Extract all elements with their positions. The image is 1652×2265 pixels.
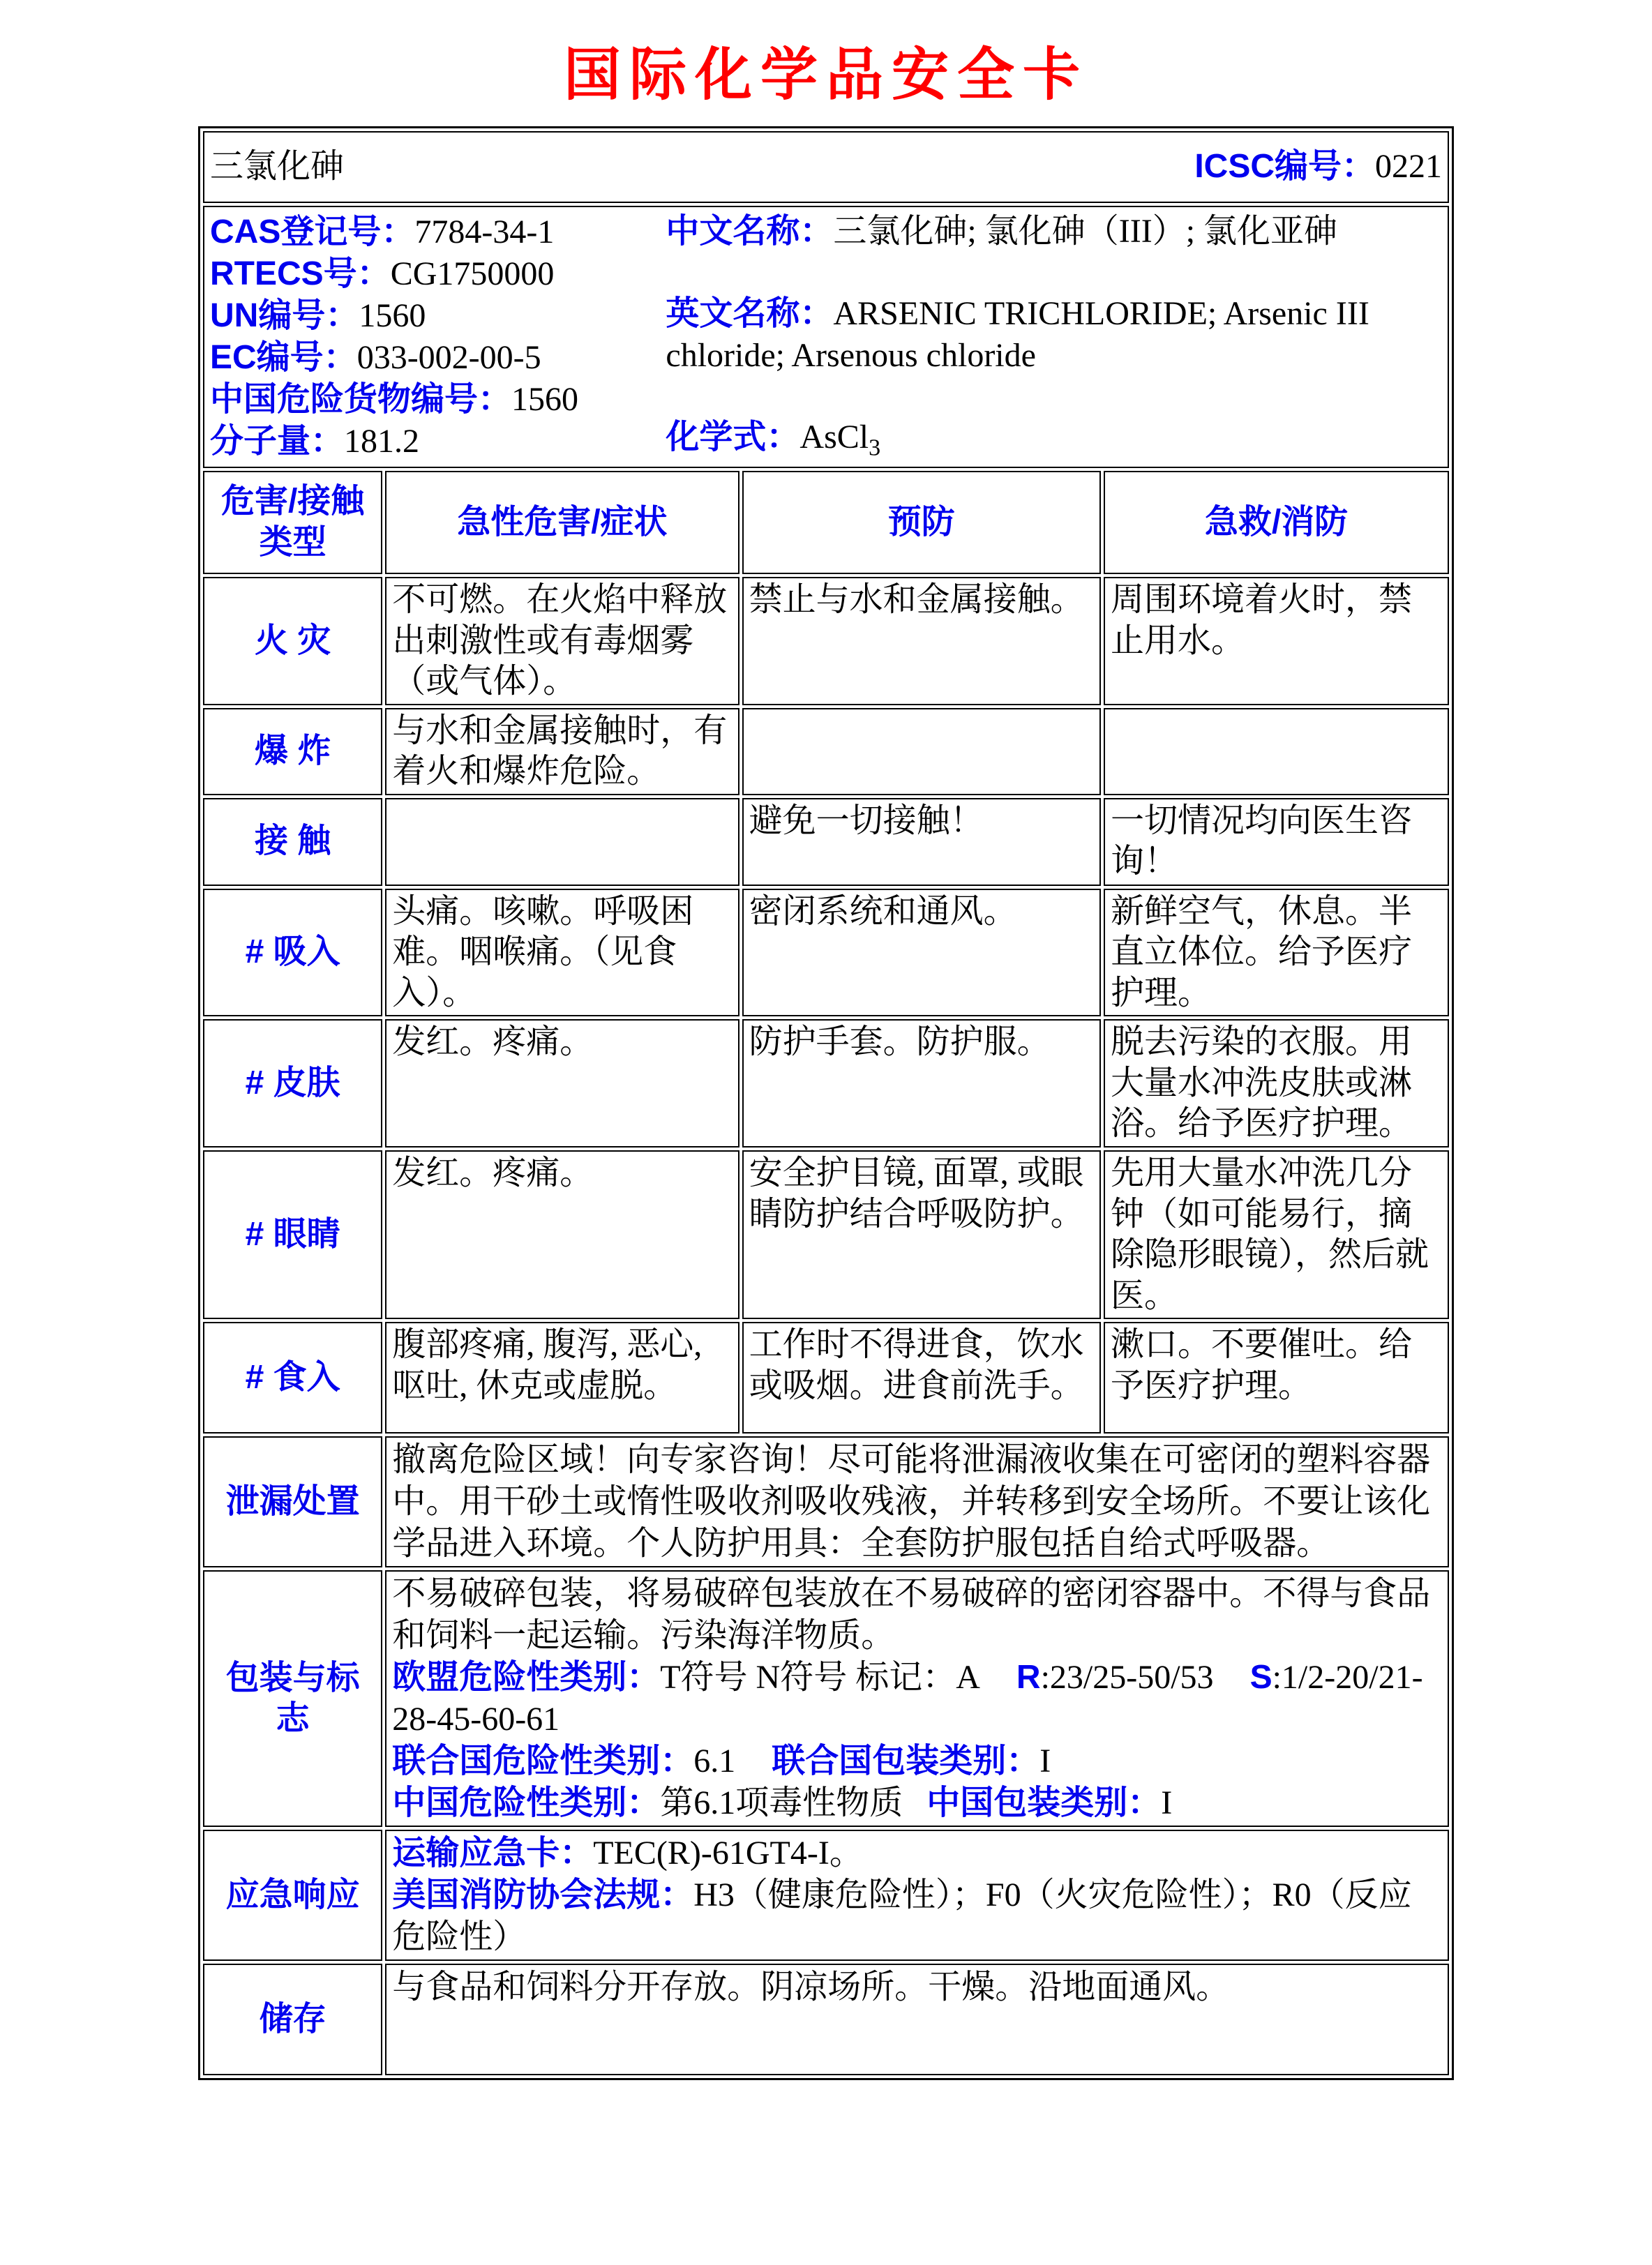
china-dg-number-label: 中国危险货物编号： xyxy=(210,381,512,418)
ec-number-label: EC编号： xyxy=(210,339,357,376)
row-label-spill-disposal: 泄漏处置 xyxy=(203,1436,382,1567)
table-row-packaging-labelling xyxy=(203,1570,1449,1827)
table-row-inhalation xyxy=(203,889,1449,1017)
cn-packing-group-value: I xyxy=(1161,1784,1173,1822)
eyes-prevention: 安全护目镜, 面罩, 或眼睛防护结合呼吸防护。 xyxy=(742,1150,1101,1319)
s-phrases-label: S xyxy=(1249,1659,1272,1696)
fire-symptoms: 不可燃。在火焰中释放出刺激性或有毒烟雾（或气体）。 xyxy=(385,577,739,705)
nfpa-code-line xyxy=(392,1874,1442,1958)
ec-number-line xyxy=(210,337,666,379)
explosion-symptoms: 与水和金属接触时，有着火和爆炸危险。 xyxy=(385,708,739,795)
nfpa-code-label: 美国消防协会法规： xyxy=(392,1876,694,1914)
hazard-header-row xyxy=(203,471,1449,574)
skin-prevention: 防护手套。防护服。 xyxy=(742,1019,1101,1147)
icsc-number-label: ICSC编号： xyxy=(1194,148,1375,186)
table-row-skin xyxy=(203,1019,1449,1147)
header-symptoms: 急性危害/症状 xyxy=(385,471,739,574)
s-phrases-value: :1/2-20/21-28-45-60-61 xyxy=(392,1659,1423,1738)
row-label-skin: # 皮肤 xyxy=(203,1019,382,1147)
formula-subscript: 3 xyxy=(869,435,881,461)
eyes-response: 先用大量水冲洗几分钟（如可能易行，摘除隐形眼镜），然后就医。 xyxy=(1104,1150,1449,1319)
china-dg-number-line xyxy=(210,379,666,421)
icsc-number xyxy=(1194,146,1442,188)
header-hazard-type-line1: 危害/接触 xyxy=(220,483,365,520)
inhalation-symptoms: 头痛。咳嗽。呼吸困难。咽喉痛。（见食入）。 xyxy=(385,889,739,1017)
eu-classification-value: T符号 N符号 标记：A xyxy=(660,1659,980,1696)
chinese-name-line xyxy=(666,211,1442,253)
identification-left-column xyxy=(210,209,666,465)
table-row-spill-disposal xyxy=(203,1436,1449,1567)
page-title: 国际化学品安全卡 xyxy=(563,43,1088,107)
packaging-text: 不易破碎包装，将易破碎包装放在不易破碎的密闭容器中。不得与食品和饲料一起运输。污染海洋物质。 xyxy=(392,1575,1431,1655)
fire-response: 周围环境着火时，禁止用水。 xyxy=(1104,577,1449,705)
chinese-name-label: 中文名称： xyxy=(666,213,834,250)
cn-hazard-class-value: 第6.1项毒性物质 xyxy=(660,1784,903,1822)
emergency-response-cell xyxy=(385,1830,1449,1961)
transport-emergency-card-line xyxy=(392,1833,1442,1874)
china-dg-number-value: 1560 xyxy=(511,381,579,418)
icsc-number-value: 0221 xyxy=(1375,148,1442,186)
packaging-labelling-cell xyxy=(385,1570,1449,1827)
header-prevention: 预防 xyxy=(742,471,1101,574)
chemical-name: 三氯化砷 xyxy=(210,148,345,186)
r-phrases-label: R xyxy=(1016,1659,1041,1696)
ec-number-value: 033-002-00-5 xyxy=(356,339,541,376)
icsc-document-page xyxy=(0,29,1652,2080)
nfpa-code-value: H3（健康危险性）；F0（火灾危险性）；R0（反应危险性） xyxy=(392,1876,1412,1956)
row-label-eyes: # 眼睛 xyxy=(203,1150,382,1319)
table-row-fire xyxy=(203,577,1449,705)
un-number-value: 1560 xyxy=(359,297,426,334)
un-classification-line xyxy=(392,1740,1442,1782)
un-hazard-class-value: 6.1 xyxy=(693,1743,736,1780)
exposure-response: 一切情况均向医生咨询！ xyxy=(1104,798,1449,886)
english-name-label: 英文名称： xyxy=(666,294,834,332)
table-row-exposure xyxy=(203,798,1449,886)
header-hazard-type xyxy=(203,471,382,574)
un-packing-group-label: 联合国包装类别： xyxy=(772,1743,1040,1780)
spill-disposal-cell xyxy=(385,1436,1449,1567)
table-row-explosion xyxy=(203,708,1449,795)
transport-emergency-card-label: 运输应急卡： xyxy=(392,1835,594,1872)
row-label-storage: 储存 xyxy=(203,1964,382,2075)
cas-number-value: 7784-34-1 xyxy=(414,213,555,250)
skin-response: 脱去污染的衣服。用大量水冲洗皮肤或淋浴。给予医疗护理。 xyxy=(1104,1019,1449,1147)
transport-emergency-card-value: TEC(R)-61GT4-I。 xyxy=(593,1835,863,1872)
row-label-exposure: 接 触 xyxy=(203,798,382,886)
spill-disposal-text: 撤离危险区域！向专家咨询！尽可能将泄漏液收集在可密闭的塑料容器中。用干砂土或惰性吸收剂吸收残液，并转移到安全场所。不要让该化学品进入环境。个人防护用具：全套防护服包括自给式呼吸器。 xyxy=(392,1441,1431,1563)
header-hazard-type-line2: 类型 xyxy=(259,524,326,561)
name-row xyxy=(203,131,1449,203)
inhalation-response: 新鲜空气，休息。半直立体位。给予医疗护理。 xyxy=(1104,889,1449,1017)
rtecs-number-label: RTECS号： xyxy=(210,255,391,292)
fire-prevention: 禁止与水和金属接触。 xyxy=(742,577,1101,705)
cn-classification-line xyxy=(392,1782,1442,1824)
un-number-line xyxy=(210,295,666,337)
cn-packing-group-label: 中国包装类别： xyxy=(926,1784,1162,1822)
cas-number-line xyxy=(210,211,666,253)
rtecs-number-value: CG1750000 xyxy=(390,255,555,292)
formula-value: AsCl xyxy=(799,418,869,456)
table-row-emergency-response xyxy=(203,1830,1449,1961)
table-row-eyes xyxy=(203,1150,1449,1319)
icsc-card-table xyxy=(198,126,1454,2080)
rtecs-number-line xyxy=(210,253,666,295)
inhalation-prevention: 密闭系统和通风。 xyxy=(742,889,1101,1017)
row-label-fire: 火 灾 xyxy=(203,577,382,705)
un-number-label: UN编号： xyxy=(210,297,359,334)
row-label-inhalation: # 吸入 xyxy=(203,889,382,1017)
row-label-packaging-labelling: 包装与标志 xyxy=(203,1570,382,1827)
english-name-line xyxy=(666,293,1398,377)
exposure-symptoms xyxy=(385,798,739,886)
header-response: 急救/消防 xyxy=(1104,471,1449,574)
explosion-prevention xyxy=(742,708,1101,795)
identification-right-column xyxy=(666,209,1442,465)
cas-number-label: CAS登记号： xyxy=(210,213,415,250)
identification-row xyxy=(203,206,1449,468)
storage-cell xyxy=(385,1964,1449,2075)
chinese-name-value: 三氯化砷; 氯化砷（III）; 氯化亚砷 xyxy=(833,213,1338,250)
table-row-ingestion xyxy=(203,1322,1449,1434)
un-hazard-class-label: 联合国危险性类别： xyxy=(392,1743,694,1780)
row-label-explosion: 爆 炸 xyxy=(203,708,382,795)
formula-label: 化学式： xyxy=(666,418,800,456)
formula-line xyxy=(666,417,1442,462)
english-name-value: ARSENIC TRICHLORIDE; Arsenic III chloride; Arsenous chloride xyxy=(666,294,1369,374)
molecular-weight-label: 分子量： xyxy=(210,423,345,460)
ingestion-prevention: 工作时不得进食，饮水或吸烟。进食前洗手。 xyxy=(742,1322,1101,1434)
skin-symptoms: 发红。疼痛。 xyxy=(385,1019,739,1147)
molecular-weight-value: 181.2 xyxy=(344,423,420,460)
identification-cell xyxy=(203,206,1449,468)
row-label-ingestion: # 食入 xyxy=(203,1322,382,1434)
eyes-symptoms: 发红。疼痛。 xyxy=(385,1150,739,1319)
ingestion-response: 漱口。不要催吐。给予医疗护理。 xyxy=(1104,1322,1449,1434)
un-packing-group-value: I xyxy=(1039,1743,1051,1780)
exposure-prevention: 避免一切接触！ xyxy=(742,798,1101,886)
table-row-storage xyxy=(203,1964,1449,2075)
eu-classification-line xyxy=(392,1657,1442,1740)
explosion-response xyxy=(1104,708,1449,795)
storage-text: 与食品和饲料分开存放。阴凉场所。干燥。沿地面通风。 xyxy=(392,1969,1230,2006)
r-phrases-value: :23/25-50/53 xyxy=(1040,1659,1214,1696)
eu-classification-label: 欧盟危险性类别： xyxy=(392,1659,661,1696)
molecular-weight-line xyxy=(210,421,666,462)
ingestion-symptoms: 腹部疼痛, 腹泻, 恶心, 呕吐, 休克或虚脱。 xyxy=(385,1322,739,1434)
row-label-emergency-response: 应急响应 xyxy=(203,1830,382,1961)
cn-hazard-class-label: 中国危险性类别： xyxy=(392,1784,661,1822)
name-row-cell xyxy=(203,131,1449,203)
